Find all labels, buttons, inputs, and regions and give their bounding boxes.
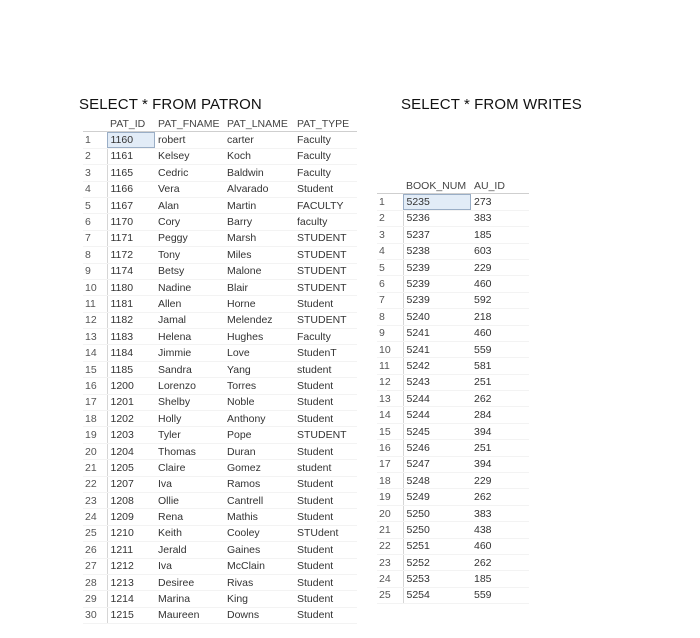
row-number-cell: 11 xyxy=(377,358,403,374)
pat-id-cell[interactable]: 1183 xyxy=(107,329,155,345)
pat-id-cell[interactable]: 1200 xyxy=(107,378,155,394)
table-row[interactable] xyxy=(83,492,357,508)
table-row[interactable] xyxy=(83,181,357,197)
pat-fname-cell[interactable]: Ollie xyxy=(155,492,224,508)
table-row[interactable] xyxy=(377,194,529,210)
au-id-cell[interactable]: 273 xyxy=(471,194,529,210)
book-num-cell[interactable]: 5236 xyxy=(403,210,471,226)
pat-type-cell[interactable]: STUDENT xyxy=(294,263,357,279)
pat-id-cell[interactable]: 1213 xyxy=(107,574,155,590)
book-num-cell[interactable]: 5238 xyxy=(403,243,471,259)
book-num-cell[interactable]: 5240 xyxy=(403,309,471,325)
pat-lname-cell[interactable]: McClain xyxy=(224,558,294,574)
pat-type-cell[interactable]: Faculty xyxy=(294,165,357,181)
table-row[interactable] xyxy=(83,591,357,607)
table-row[interactable] xyxy=(377,292,529,308)
book-num-cell[interactable]: 5253 xyxy=(403,571,471,587)
table-row[interactable] xyxy=(83,329,357,345)
row-number-cell: 21 xyxy=(83,460,107,476)
pat-type-cell[interactable]: Faculty xyxy=(294,329,357,345)
pat-lname-cell[interactable]: Cantrell xyxy=(224,492,294,508)
row-number-cell: 6 xyxy=(83,214,107,230)
book-num-cell[interactable]: 5235 xyxy=(403,194,471,210)
row-number-cell: 19 xyxy=(377,489,403,505)
pat-id-cell[interactable]: 1205 xyxy=(107,460,155,476)
pat-lname-cell[interactable]: Martin xyxy=(224,197,294,213)
pat-id-cell[interactable]: 1207 xyxy=(107,476,155,492)
row-number-cell: 3 xyxy=(377,227,403,243)
table-row[interactable] xyxy=(377,522,529,538)
au-id-cell[interactable]: 251 xyxy=(471,374,529,390)
au-id-cell[interactable]: 581 xyxy=(471,358,529,374)
table-row[interactable] xyxy=(377,276,529,292)
row-number-cell: 28 xyxy=(83,574,107,590)
table-row[interactable] xyxy=(83,361,357,377)
pat-id-cell[interactable]: 1160 xyxy=(107,132,155,148)
row-number-cell: 24 xyxy=(83,509,107,525)
pat-type-cell[interactable]: student xyxy=(294,460,357,476)
pat-fname-cell[interactable]: Marina xyxy=(155,591,224,607)
au-id-cell[interactable]: 251 xyxy=(471,440,529,456)
pat-type-cell[interactable]: Student xyxy=(294,591,357,607)
pat-type-cell[interactable]: faculty xyxy=(294,214,357,230)
row-number-cell: 3 xyxy=(83,165,107,181)
row-number-cell: 20 xyxy=(83,443,107,459)
column-header-pat-type[interactable]: PAT_TYPE xyxy=(297,117,350,130)
row-number-cell: 15 xyxy=(83,361,107,377)
pat-lname-cell[interactable]: King xyxy=(224,591,294,607)
pat-type-cell[interactable]: Student xyxy=(294,394,357,410)
row-number-cell: 7 xyxy=(377,292,403,308)
table-row[interactable] xyxy=(83,558,357,574)
pat-type-cell[interactable]: Faculty xyxy=(294,132,357,148)
pat-lname-cell[interactable]: Anthony xyxy=(224,411,294,427)
row-number-cell: 1 xyxy=(377,194,403,210)
table-row[interactable] xyxy=(377,325,529,341)
table-row[interactable] xyxy=(377,489,529,505)
pat-lname-cell[interactable]: Rivas xyxy=(224,574,294,590)
pat-lname-cell[interactable]: Ramos xyxy=(224,476,294,492)
column-header-pat-fname[interactable]: PAT_FNAME xyxy=(158,117,220,130)
book-num-cell[interactable]: 5252 xyxy=(403,554,471,570)
pat-fname-cell[interactable]: Iva xyxy=(155,558,224,574)
pat-type-cell[interactable]: student xyxy=(294,361,357,377)
pat-lname-cell[interactable]: carter xyxy=(224,132,294,148)
au-id-cell[interactable]: 460 xyxy=(471,276,529,292)
pat-type-cell[interactable]: Student xyxy=(294,492,357,508)
row-number-cell: 10 xyxy=(377,341,403,357)
au-id-cell[interactable]: 383 xyxy=(471,210,529,226)
pat-id-cell[interactable]: 1210 xyxy=(107,525,155,541)
table-row[interactable] xyxy=(83,476,357,492)
row-number-cell: 13 xyxy=(377,391,403,407)
row-number-cell: 1 xyxy=(83,132,107,148)
pat-lname-cell[interactable]: Malone xyxy=(224,263,294,279)
patron-header-row xyxy=(83,116,357,132)
column-header-pat-lname[interactable]: PAT_LNAME xyxy=(227,117,288,130)
au-id-cell[interactable]: 603 xyxy=(471,243,529,259)
row-number-cell: 17 xyxy=(83,394,107,410)
row-number-cell: 21 xyxy=(377,522,403,538)
pat-fname-cell[interactable]: Cory xyxy=(155,214,224,230)
table-row[interactable] xyxy=(83,542,357,558)
pat-type-cell[interactable]: STUDENT xyxy=(294,427,357,443)
pat-id-cell[interactable]: 1181 xyxy=(107,296,155,312)
pat-lname-cell[interactable]: Alvarado xyxy=(224,181,294,197)
pat-lname-cell[interactable]: Horne xyxy=(224,296,294,312)
pat-fname-cell[interactable]: Nadine xyxy=(155,279,224,295)
pat-id-cell[interactable]: 1166 xyxy=(107,181,155,197)
table-row[interactable] xyxy=(377,587,529,603)
pat-fname-cell[interactable]: Keith xyxy=(155,525,224,541)
pat-type-cell[interactable]: Student xyxy=(294,607,357,623)
table-row[interactable] xyxy=(377,538,529,554)
row-number-cell: 29 xyxy=(83,591,107,607)
pat-id-cell[interactable]: 1203 xyxy=(107,427,155,443)
book-num-cell[interactable]: 5244 xyxy=(403,391,471,407)
row-number-cell: 4 xyxy=(83,181,107,197)
book-num-cell[interactable]: 5254 xyxy=(403,587,471,603)
row-number-cell: 22 xyxy=(377,538,403,554)
column-header-au-id[interactable]: AU_ID xyxy=(474,179,505,192)
book-num-cell[interactable]: 5250 xyxy=(403,505,471,521)
table-row[interactable] xyxy=(377,505,529,521)
pat-type-cell[interactable]: STUDENT xyxy=(294,312,357,328)
book-num-cell[interactable]: 5247 xyxy=(403,456,471,472)
pat-id-cell[interactable]: 1202 xyxy=(107,411,155,427)
pat-lname-cell[interactable]: Blair xyxy=(224,279,294,295)
row-number-cell: 20 xyxy=(377,505,403,521)
row-number-cell: 22 xyxy=(83,476,107,492)
table-row[interactable] xyxy=(83,345,357,361)
au-id-cell[interactable]: 438 xyxy=(471,522,529,538)
row-number-cell: 12 xyxy=(83,312,107,328)
pat-type-cell[interactable]: Student xyxy=(294,574,357,590)
table-row[interactable] xyxy=(83,394,357,410)
table-row[interactable] xyxy=(377,473,529,489)
table-row[interactable] xyxy=(83,165,357,181)
table-row[interactable] xyxy=(83,312,357,328)
pat-fname-cell[interactable]: Jamal xyxy=(155,312,224,328)
row-number-cell: 23 xyxy=(83,492,107,508)
row-number-header xyxy=(83,116,107,132)
table-row[interactable] xyxy=(377,227,529,243)
row-number-cell: 13 xyxy=(83,329,107,345)
pat-id-cell[interactable]: 1174 xyxy=(107,263,155,279)
pat-fname-cell[interactable]: Helena xyxy=(155,329,224,345)
table-row[interactable] xyxy=(83,525,357,541)
book-num-cell[interactable]: 5241 xyxy=(403,325,471,341)
table-row[interactable] xyxy=(377,456,529,472)
au-id-cell[interactable]: 262 xyxy=(471,489,529,505)
row-number-cell: 10 xyxy=(83,279,107,295)
pat-type-cell[interactable]: STUDENT xyxy=(294,247,357,263)
writes-header-row xyxy=(377,178,529,194)
pat-fname-cell[interactable]: Betsy xyxy=(155,263,224,279)
pat-fname-cell[interactable]: Shelby xyxy=(155,394,224,410)
table-row[interactable] xyxy=(377,407,529,423)
book-num-cell[interactable]: 5237 xyxy=(403,227,471,243)
pat-id-cell[interactable]: 1172 xyxy=(107,247,155,263)
pat-fname-cell[interactable]: Iva xyxy=(155,476,224,492)
table-row[interactable] xyxy=(83,263,357,279)
au-id-cell[interactable]: 229 xyxy=(471,473,529,489)
row-number-cell: 17 xyxy=(377,456,403,472)
au-id-cell[interactable]: 394 xyxy=(471,423,529,439)
row-number-cell: 4 xyxy=(377,243,403,259)
pat-lname-cell[interactable]: Duran xyxy=(224,443,294,459)
pat-id-cell[interactable]: 1212 xyxy=(107,558,155,574)
au-id-cell[interactable]: 559 xyxy=(471,341,529,357)
au-id-cell[interactable]: 262 xyxy=(471,391,529,407)
row-number-cell: 14 xyxy=(83,345,107,361)
patron-query-title: SELECT * FROM PATRON xyxy=(79,96,262,113)
pat-id-cell[interactable]: 1182 xyxy=(107,312,155,328)
row-number-cell: 6 xyxy=(377,276,403,292)
book-num-cell[interactable]: 5250 xyxy=(403,522,471,538)
row-number-cell: 16 xyxy=(377,440,403,456)
pat-fname-cell[interactable]: Rena xyxy=(155,509,224,525)
pat-lname-cell[interactable]: Melendez xyxy=(224,312,294,328)
row-number-cell: 5 xyxy=(377,259,403,275)
row-number-cell: 14 xyxy=(377,407,403,423)
pat-type-cell[interactable]: Student xyxy=(294,378,357,394)
table-row[interactable] xyxy=(83,197,357,213)
writes-results-grid xyxy=(377,178,529,604)
pat-lname-cell[interactable]: Torres xyxy=(224,378,294,394)
au-id-cell[interactable]: 284 xyxy=(471,407,529,423)
pat-lname-cell[interactable]: Miles xyxy=(224,247,294,263)
au-id-cell[interactable]: 460 xyxy=(471,325,529,341)
pat-fname-cell[interactable]: robert xyxy=(155,132,224,148)
row-number-cell: 11 xyxy=(83,296,107,312)
pat-id-cell[interactable]: 1165 xyxy=(107,165,155,181)
table-row[interactable] xyxy=(83,132,357,148)
au-id-cell[interactable]: 229 xyxy=(471,259,529,275)
table-row[interactable] xyxy=(83,607,357,623)
book-num-cell[interactable]: 5239 xyxy=(403,276,471,292)
row-number-cell: 26 xyxy=(83,542,107,558)
pat-type-cell[interactable]: STUDENT xyxy=(294,230,357,246)
pat-type-cell[interactable]: Student xyxy=(294,542,357,558)
pat-lname-cell[interactable]: Marsh xyxy=(224,230,294,246)
table-row[interactable] xyxy=(83,574,357,590)
table-row[interactable] xyxy=(83,279,357,295)
row-number-cell: 15 xyxy=(377,423,403,439)
book-num-cell[interactable]: 5242 xyxy=(403,358,471,374)
book-num-cell[interactable]: 5246 xyxy=(403,440,471,456)
pat-type-cell[interactable]: Student xyxy=(294,443,357,459)
row-number-cell: 18 xyxy=(83,411,107,427)
row-number-cell: 25 xyxy=(83,525,107,541)
pat-type-cell[interactable]: FACULTY xyxy=(294,197,357,213)
pat-fname-cell[interactable]: Cedric xyxy=(155,165,224,181)
table-row[interactable] xyxy=(377,374,529,390)
pat-lname-cell[interactable]: Pope xyxy=(224,427,294,443)
pat-fname-cell[interactable]: Maureen xyxy=(155,607,224,623)
column-header-book-num[interactable]: BOOK_NUM xyxy=(406,179,467,192)
au-id-cell[interactable]: 559 xyxy=(471,587,529,603)
pat-id-cell[interactable]: 1214 xyxy=(107,591,155,607)
pat-fname-cell[interactable]: Alan xyxy=(155,197,224,213)
pat-type-cell[interactable]: Faculty xyxy=(294,148,357,164)
row-number-cell: 12 xyxy=(377,374,403,390)
table-row[interactable] xyxy=(83,247,357,263)
row-number-cell: 18 xyxy=(377,473,403,489)
pat-fname-cell[interactable]: Lorenzo xyxy=(155,378,224,394)
row-number-cell: 8 xyxy=(83,247,107,263)
pat-type-cell[interactable]: Student xyxy=(294,296,357,312)
book-num-cell[interactable]: 5248 xyxy=(403,473,471,489)
pat-lname-cell[interactable]: Love xyxy=(224,345,294,361)
table-row[interactable] xyxy=(83,296,357,312)
table-row[interactable] xyxy=(377,309,529,325)
row-number-cell: 24 xyxy=(377,571,403,587)
au-id-cell[interactable]: 460 xyxy=(471,538,529,554)
row-number-cell: 2 xyxy=(377,210,403,226)
row-number-cell: 5 xyxy=(83,197,107,213)
book-num-cell[interactable]: 5245 xyxy=(403,423,471,439)
au-id-cell[interactable]: 218 xyxy=(471,309,529,325)
pat-type-cell[interactable]: Student xyxy=(294,509,357,525)
row-number-cell: 8 xyxy=(377,309,403,325)
pat-id-cell[interactable]: 1211 xyxy=(107,542,155,558)
table-row[interactable] xyxy=(83,214,357,230)
table-row[interactable] xyxy=(377,358,529,374)
pat-type-cell[interactable]: STUdent xyxy=(294,525,357,541)
pat-lname-cell[interactable]: Gomez xyxy=(224,460,294,476)
table-row[interactable] xyxy=(377,571,529,587)
pat-fname-cell[interactable]: Kelsey xyxy=(155,148,224,164)
pat-type-cell[interactable]: Student xyxy=(294,411,357,427)
pat-type-cell[interactable]: Student xyxy=(294,181,357,197)
pat-id-cell[interactable]: 1204 xyxy=(107,443,155,459)
pat-id-cell[interactable]: 1170 xyxy=(107,214,155,230)
table-row[interactable] xyxy=(377,341,529,357)
pat-id-cell[interactable]: 1215 xyxy=(107,607,155,623)
table-row[interactable] xyxy=(377,554,529,570)
pat-lname-cell[interactable]: Mathis xyxy=(224,509,294,525)
book-num-cell[interactable]: 5251 xyxy=(403,538,471,554)
pat-id-cell[interactable]: 1209 xyxy=(107,509,155,525)
table-row[interactable] xyxy=(83,148,357,164)
pat-type-cell[interactable]: StudenT xyxy=(294,345,357,361)
pat-id-cell[interactable]: 1180 xyxy=(107,279,155,295)
pat-lname-cell[interactable]: Koch xyxy=(224,148,294,164)
table-row[interactable] xyxy=(83,443,357,459)
pat-id-cell[interactable]: 1201 xyxy=(107,394,155,410)
table-row[interactable] xyxy=(83,411,357,427)
pat-type-cell[interactable]: STUDENT xyxy=(294,279,357,295)
au-id-cell[interactable]: 383 xyxy=(471,505,529,521)
pat-fname-cell[interactable]: Desiree xyxy=(155,574,224,590)
row-number-cell: 16 xyxy=(83,378,107,394)
row-number-cell: 7 xyxy=(83,230,107,246)
au-id-cell[interactable]: 592 xyxy=(471,292,529,308)
pat-lname-cell[interactable]: Downs xyxy=(224,607,294,623)
table-row[interactable] xyxy=(377,423,529,439)
pat-lname-cell[interactable]: Cooley xyxy=(224,525,294,541)
pat-fname-cell[interactable]: Holly xyxy=(155,411,224,427)
column-header-pat-id[interactable]: PAT_ID xyxy=(110,117,146,130)
table-row[interactable] xyxy=(377,243,529,259)
pat-fname-cell[interactable]: Jerald xyxy=(155,542,224,558)
au-id-cell[interactable]: 262 xyxy=(471,554,529,570)
au-id-cell[interactable]: 185 xyxy=(471,571,529,587)
row-number-cell: 9 xyxy=(377,325,403,341)
pat-fname-cell[interactable]: Peggy xyxy=(155,230,224,246)
row-number-header xyxy=(377,178,403,194)
pat-fname-cell[interactable]: Vera xyxy=(155,181,224,197)
table-row[interactable] xyxy=(83,509,357,525)
book-num-cell[interactable]: 5239 xyxy=(403,259,471,275)
pat-lname-cell[interactable]: Gaines xyxy=(224,542,294,558)
row-number-cell: 2 xyxy=(83,148,107,164)
table-row[interactable] xyxy=(83,378,357,394)
row-number-cell: 30 xyxy=(83,607,107,623)
table-row[interactable] xyxy=(83,460,357,476)
writes-query-title: SELECT * FROM WRITES xyxy=(401,96,582,113)
pat-fname-cell[interactable]: Tony xyxy=(155,247,224,263)
table-row[interactable] xyxy=(83,230,357,246)
table-row[interactable] xyxy=(377,391,529,407)
pat-fname-cell[interactable]: Allen xyxy=(155,296,224,312)
pat-lname-cell[interactable]: Noble xyxy=(224,394,294,410)
book-num-cell[interactable]: 5249 xyxy=(403,489,471,505)
pat-id-cell[interactable]: 1167 xyxy=(107,197,155,213)
pat-fname-cell[interactable]: Sandra xyxy=(155,361,224,377)
patron-rows xyxy=(83,132,357,624)
au-id-cell[interactable]: 394 xyxy=(471,456,529,472)
writes-rows xyxy=(377,194,529,604)
pat-id-cell[interactable]: 1208 xyxy=(107,492,155,508)
row-number-cell: 23 xyxy=(377,554,403,570)
pat-lname-cell[interactable]: Barry xyxy=(224,214,294,230)
book-num-cell[interactable]: 5239 xyxy=(403,292,471,308)
row-number-cell: 27 xyxy=(83,558,107,574)
pat-type-cell[interactable]: Student xyxy=(294,476,357,492)
patron-results-grid xyxy=(83,116,357,624)
book-num-cell[interactable]: 5243 xyxy=(403,374,471,390)
table-row[interactable] xyxy=(83,427,357,443)
pat-fname-cell[interactable]: Claire xyxy=(155,460,224,476)
pat-fname-cell[interactable]: Thomas xyxy=(155,443,224,459)
pat-id-cell[interactable]: 1161 xyxy=(107,148,155,164)
au-id-cell[interactable]: 185 xyxy=(471,227,529,243)
pat-lname-cell[interactable]: Baldwin xyxy=(224,165,294,181)
pat-id-cell[interactable]: 1185 xyxy=(107,361,155,377)
row-number-cell: 25 xyxy=(377,587,403,603)
row-number-cell: 9 xyxy=(83,263,107,279)
row-number-cell: 19 xyxy=(83,427,107,443)
pat-lname-cell[interactable]: Yang xyxy=(224,361,294,377)
table-row[interactable] xyxy=(377,259,529,275)
pat-lname-cell[interactable]: Hughes xyxy=(224,329,294,345)
book-num-cell[interactable]: 5241 xyxy=(403,341,471,357)
pat-fname-cell[interactable]: Jimmie xyxy=(155,345,224,361)
pat-fname-cell[interactable]: Tyler xyxy=(155,427,224,443)
pat-type-cell[interactable]: Student xyxy=(294,558,357,574)
book-num-cell[interactable]: 5244 xyxy=(403,407,471,423)
table-row[interactable] xyxy=(377,440,529,456)
table-row[interactable] xyxy=(377,210,529,226)
pat-id-cell[interactable]: 1184 xyxy=(107,345,155,361)
pat-id-cell[interactable]: 1171 xyxy=(107,230,155,246)
